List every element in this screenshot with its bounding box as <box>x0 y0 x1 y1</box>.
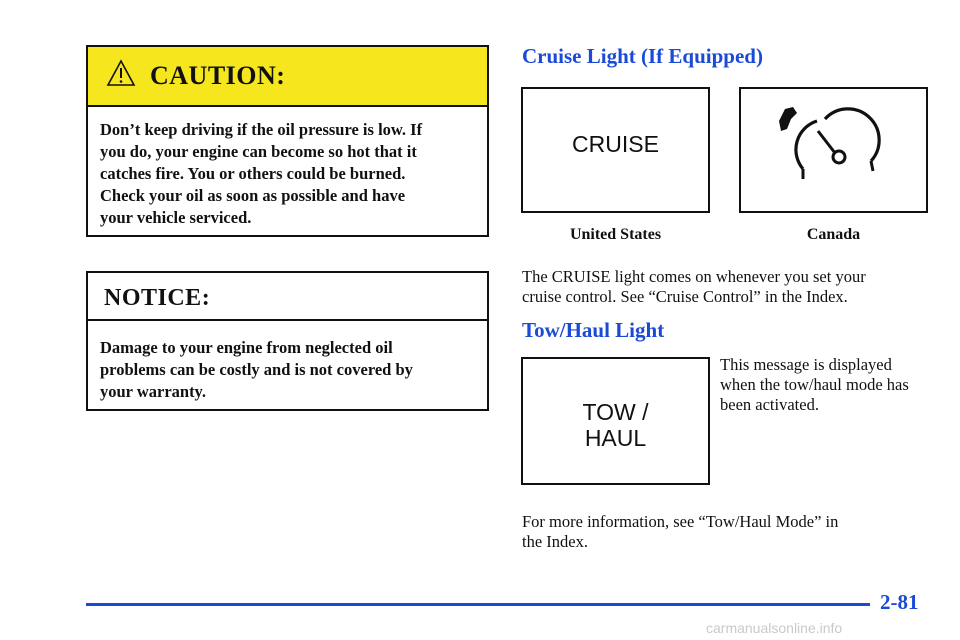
notice-line: problems can be costly and is not covered by <box>100 360 413 379</box>
notice-text <box>100 337 470 403</box>
page-number: 2-81 <box>880 590 919 614</box>
warning-triangle-icon <box>106 59 136 87</box>
notice-box <box>86 271 489 411</box>
towhaul-description-line: This message is displayed <box>720 355 892 374</box>
towhaul-description <box>720 355 940 415</box>
cruise-description-line: cruise control. See “Cruise Control” in the Index. <box>522 287 848 306</box>
caution-line: your vehicle serviced. <box>100 208 252 227</box>
cruise-canada-indicator <box>739 87 928 213</box>
caution-text <box>100 119 470 229</box>
cruise-canada-caption: Canada <box>806 226 861 243</box>
towhaul-indicator-text <box>523 399 708 451</box>
towhaul-heading: Tow/Haul Light <box>522 318 665 342</box>
cruise-us-caption: United States <box>569 226 662 243</box>
towhaul-more-info-line: the Index. <box>522 532 588 551</box>
towhaul-more-info <box>522 512 922 552</box>
notice-line: Damage to your engine from neglected oil <box>100 338 393 357</box>
footer-rule <box>86 603 870 606</box>
towhaul-indicator-line: HAUL <box>584 425 647 451</box>
notice-title: NOTICE: <box>104 285 211 311</box>
notice-line: your warranty. <box>100 382 207 401</box>
towhaul-description-line: been activated. <box>720 395 819 414</box>
caution-title: CAUTION: <box>150 61 286 90</box>
cruise-speedometer-icon <box>763 99 883 189</box>
cruise-description-line: The CRUISE light comes on whenever you set your <box>522 267 866 286</box>
caution-line: catches fire. You or others could be burned. <box>100 164 406 183</box>
caution-line: you do, your engine can become so hot that it <box>100 142 417 161</box>
caution-box <box>86 45 489 237</box>
watermark: carmanualsonline.info <box>706 620 843 636</box>
caution-line: Don’t keep driving if the oil pressure is low. If <box>100 120 423 139</box>
cruise-us-indicator-text: CRUISE <box>572 131 659 157</box>
cruise-us-indicator <box>521 87 710 213</box>
towhaul-description-line: when the tow/haul mode has <box>720 375 909 394</box>
notice-header <box>88 273 487 321</box>
caution-header <box>88 47 487 107</box>
cruise-heading: Cruise Light (If Equipped) <box>522 44 763 68</box>
towhaul-indicator <box>521 357 710 485</box>
caution-line: Check your oil as soon as possible and have <box>100 186 406 205</box>
cruise-description <box>522 267 922 307</box>
towhaul-indicator-line: TOW / <box>582 399 649 425</box>
towhaul-more-info-line: For more information, see “Tow/Haul Mode” in <box>522 512 839 531</box>
